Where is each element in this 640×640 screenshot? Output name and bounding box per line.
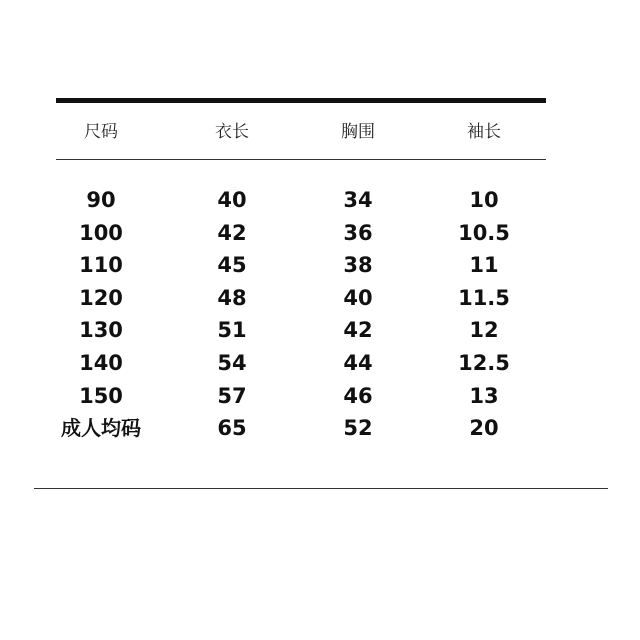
cell-length: 57 (217, 383, 247, 408)
cell-chest: 40 (343, 285, 373, 310)
table-row (0, 250, 640, 283)
cell-chest: 38 (343, 253, 373, 278)
cell-length: 42 (217, 220, 247, 245)
table-row (0, 185, 640, 218)
header-size: 尺码 (84, 122, 118, 142)
header-sleeve: 袖长 (467, 122, 501, 142)
table-row (0, 218, 640, 251)
table-row (0, 348, 640, 381)
cell-size: 130 (79, 318, 123, 343)
table-row (0, 283, 640, 316)
table-header-row (0, 120, 640, 144)
cell-length: 65 (217, 416, 247, 441)
cell-length: 40 (217, 188, 247, 212)
cell-length: 48 (217, 285, 247, 310)
header-length: 衣长 (215, 122, 249, 142)
cell-sleeve: 13 (469, 383, 499, 408)
table-row (0, 413, 640, 446)
cell-sleeve: 11.5 (458, 285, 510, 310)
cell-sleeve: 10.5 (458, 220, 510, 245)
cell-chest: 42 (343, 318, 373, 343)
cell-chest: 52 (343, 416, 373, 441)
cell-chest: 36 (343, 220, 373, 245)
cell-size: 120 (79, 285, 123, 310)
cell-sleeve: 12 (469, 318, 499, 343)
table-header-rule (56, 159, 546, 160)
table-row (0, 381, 640, 414)
table-row (0, 315, 640, 348)
table-bottom-rule (34, 488, 608, 489)
table-top-rule (56, 98, 546, 103)
cell-size: 成人均码 (61, 416, 141, 441)
cell-size: 150 (79, 383, 123, 408)
cell-sleeve: 10 (469, 188, 499, 212)
table-body (0, 185, 640, 446)
cell-size: 110 (79, 253, 123, 278)
cell-sleeve: 20 (469, 416, 499, 441)
cell-chest: 46 (343, 383, 373, 408)
header-chest: 胸围 (341, 122, 375, 142)
cell-chest: 34 (343, 188, 373, 212)
cell-length: 45 (217, 253, 247, 278)
cell-size: 100 (79, 220, 123, 245)
cell-sleeve: 12.5 (458, 350, 510, 375)
cell-size: 140 (79, 350, 123, 375)
cell-length: 54 (217, 350, 247, 375)
cell-length: 51 (217, 318, 247, 343)
cell-chest: 44 (343, 350, 373, 375)
cell-sleeve: 11 (469, 253, 499, 278)
cell-size: 90 (86, 188, 116, 212)
